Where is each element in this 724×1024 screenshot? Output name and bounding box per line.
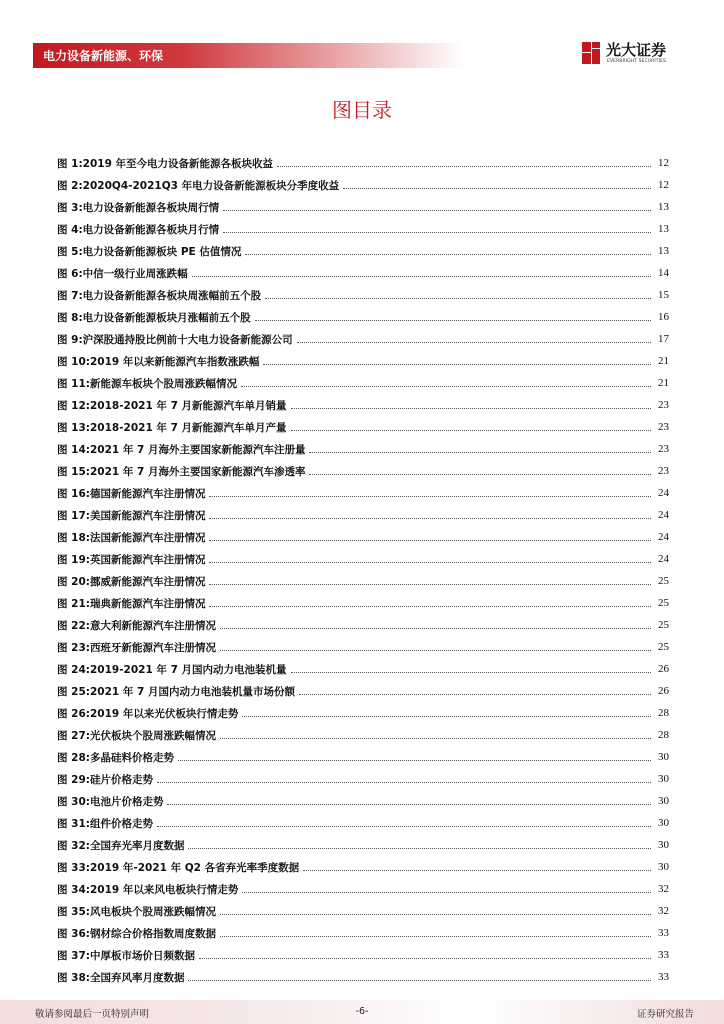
toc-entry[interactable] (57, 240, 669, 262)
header-band (33, 43, 463, 68)
toc-entry[interactable] (57, 834, 669, 856)
toc-entry-label: 图 15: (57, 465, 90, 478)
toc-entry[interactable] (57, 746, 669, 768)
toc-entry-page: 25 (658, 641, 669, 653)
toc-entry-title: 电力设备新能源各板块周涨幅前五个股 (82, 289, 262, 302)
toc-entry-title: 美国新能源汽车注册情况 (89, 509, 206, 522)
page-title: 图目录 (332, 98, 392, 122)
toc-entry-title: 德国新能源汽车注册情况 (89, 487, 206, 500)
toc-entry[interactable] (57, 812, 669, 834)
toc-entry-label: 图 16: (57, 487, 90, 500)
toc-entry-title: 电池片价格走势 (89, 795, 164, 808)
toc-entry-label: 图 6: (57, 267, 83, 280)
toc-entry[interactable] (57, 482, 669, 504)
toc-entry-label: 图 33: (57, 861, 90, 874)
toc-entry-label: 图 38: (57, 971, 90, 984)
toc-entry-label: 图 23: (57, 641, 90, 654)
toc-entry[interactable] (57, 768, 669, 790)
toc-entry-page: 13 (658, 201, 669, 213)
toc-entry-page: 23 (658, 421, 669, 433)
toc-dot-leader (343, 188, 651, 189)
toc-entry-page: 33 (658, 949, 669, 961)
logo-subtitle: EVERBRIGHT SECURITIES (607, 59, 666, 64)
toc-entry-page: 23 (658, 465, 669, 477)
footer-report-type: 证券研究报告 (636, 1009, 694, 1020)
toc-dot-leader (209, 540, 651, 541)
toc-entry-page: 30 (658, 795, 669, 807)
toc-dot-leader (309, 452, 651, 453)
toc-entry-page: 32 (658, 883, 669, 895)
toc-entry[interactable] (57, 856, 669, 878)
toc-dot-leader (299, 694, 651, 695)
toc-entry-title: 2020Q4-2021Q3 年电力设备新能源板块分季度收益 (82, 179, 340, 192)
toc-entry[interactable] (57, 394, 669, 416)
toc-entry-label: 图 30: (57, 795, 90, 808)
toc-entry-page: 32 (658, 905, 669, 917)
footer (0, 1000, 724, 1024)
toc-entry-title: 沪深股通持股比例前十大电力设备新能源公司 (82, 333, 293, 346)
toc-entry-label: 图 24: (57, 663, 90, 676)
toc-dot-leader (188, 980, 651, 981)
toc-entry[interactable] (57, 350, 669, 372)
toc-entry-title: 2019 年以来风电板块行情走势 (89, 883, 239, 896)
toc-entry[interactable] (57, 504, 669, 526)
toc-entry[interactable] (57, 966, 669, 988)
toc-entry-label: 图 27: (57, 729, 90, 742)
toc-entry-title: 英国新能源汽车注册情况 (89, 553, 206, 566)
toc-dot-leader (241, 386, 651, 387)
toc-entry-title: 2021 年 7 月国内动力电池装机量市场份额 (89, 685, 295, 698)
toc-entry-label: 图 22: (57, 619, 90, 632)
toc-entry[interactable] (57, 152, 669, 174)
toc-entry-page: 12 (658, 179, 669, 191)
toc-dot-leader (167, 804, 651, 805)
toc-entry-title: 2018-2021 年 7 月新能源汽车单月销量 (89, 399, 287, 412)
toc-entry-title: 2018-2021 年 7 月新能源汽车单月产量 (89, 421, 287, 434)
toc-dot-leader (223, 210, 651, 211)
toc-entry-page: 30 (658, 817, 669, 829)
toc-entry-label: 图 17: (57, 509, 90, 522)
toc-entry[interactable] (57, 878, 669, 900)
toc-entry-label: 图 37: (57, 949, 90, 962)
toc-entry-label: 图 5: (57, 245, 83, 258)
toc-entry-page: 25 (658, 619, 669, 631)
toc-entry-label: 图 7: (57, 289, 83, 302)
toc-entry[interactable] (57, 262, 669, 284)
toc-entry[interactable] (57, 614, 669, 636)
toc-entry-page: 23 (658, 399, 669, 411)
toc-dot-leader (220, 628, 651, 629)
toc-entry-label: 图 26: (57, 707, 90, 720)
toc-entry-title: 挪威新能源汽车注册情况 (89, 575, 206, 588)
toc-entry-title: 新能源车板块个股周涨跌幅情况 (89, 377, 237, 390)
toc-entry-label: 图 25: (57, 685, 90, 698)
toc-entry[interactable] (57, 416, 669, 438)
toc-entry[interactable] (57, 306, 669, 328)
toc-dot-leader (242, 716, 651, 717)
toc-entry[interactable] (57, 284, 669, 306)
toc-dot-leader (291, 672, 651, 673)
toc-dot-leader (265, 298, 651, 299)
toc-entry-page: 24 (658, 553, 669, 565)
toc-entry-label: 图 19: (57, 553, 90, 566)
toc-entry[interactable] (57, 702, 669, 724)
toc-dot-leader (220, 936, 651, 937)
toc-entry-title: 2021 年 7 月海外主要国家新能源汽车渗透率 (89, 465, 306, 478)
figure-table-of-contents (57, 152, 669, 988)
toc-entry-label: 图 21: (57, 597, 90, 610)
toc-entry-title: 钢材综合价格指数周度数据 (89, 927, 216, 940)
toc-entry[interactable] (57, 196, 669, 218)
toc-entry-page: 15 (658, 289, 669, 301)
company-logo (580, 38, 695, 70)
toc-entry[interactable] (57, 900, 669, 922)
toc-entry-title: 2019 年至今电力设备新能源各板块收益 (82, 157, 274, 170)
toc-entry-title: 2021 年 7 月海外主要国家新能源汽车注册量 (89, 443, 306, 456)
toc-entry-page: 26 (658, 685, 669, 697)
toc-entry-page: 30 (658, 839, 669, 851)
toc-entry-page: 28 (658, 707, 669, 719)
toc-entry-title: 瑞典新能源汽车注册情况 (89, 597, 206, 610)
toc-entry-label: 图 10: (57, 355, 90, 368)
toc-dot-leader (209, 496, 651, 497)
toc-dot-leader (303, 870, 651, 871)
toc-entry-title: 2019 年以来新能源汽车指数涨跌幅 (89, 355, 260, 368)
toc-entry-label: 图 32: (57, 839, 90, 852)
toc-entry-title: 中信一级行业周涨跌幅 (82, 267, 188, 280)
toc-entry-title: 中厚板市场价日频数据 (89, 949, 195, 962)
toc-entry-title: 全国弃光率月度数据 (89, 839, 185, 852)
toc-dot-leader (209, 562, 651, 563)
toc-entry[interactable] (57, 724, 669, 746)
toc-entry-label: 图 28: (57, 751, 90, 764)
toc-entry-title: 西班牙新能源汽车注册情况 (89, 641, 216, 654)
toc-entry[interactable] (57, 570, 669, 592)
toc-entry-page: 25 (658, 597, 669, 609)
toc-dot-leader (209, 518, 651, 519)
toc-entry[interactable] (57, 460, 669, 482)
toc-entry-page: 17 (658, 333, 669, 345)
toc-entry-label: 图 12: (57, 399, 90, 412)
toc-entry-label: 图 36: (57, 927, 90, 940)
toc-dot-leader (291, 430, 651, 431)
toc-entry-page: 13 (658, 223, 669, 235)
toc-entry-page: 14 (658, 267, 669, 279)
toc-entry-label: 图 34: (57, 883, 90, 896)
toc-entry-page: 12 (658, 157, 669, 169)
toc-entry[interactable] (57, 790, 669, 812)
toc-dot-leader (223, 232, 651, 233)
toc-entry[interactable] (57, 328, 669, 350)
logo-name: 光大证券 (606, 41, 667, 59)
toc-entry[interactable] (57, 658, 669, 680)
toc-entry-title: 组件价格走势 (89, 817, 153, 830)
toc-entry-label: 图 20: (57, 575, 90, 588)
toc-dot-leader (209, 584, 651, 585)
toc-entry[interactable] (57, 548, 669, 570)
toc-entry-label: 图 9: (57, 333, 83, 346)
toc-dot-leader (309, 474, 651, 475)
toc-entry[interactable] (57, 526, 669, 548)
toc-entry-page: 21 (658, 377, 669, 389)
toc-entry-title: 硅片价格走势 (89, 773, 153, 786)
toc-entry-page: 33 (658, 971, 669, 983)
toc-entry-title: 意大利新能源汽车注册情况 (89, 619, 216, 632)
toc-entry-label: 图 31: (57, 817, 90, 830)
toc-entry-title: 2019 年-2021 年 Q2 各省弃光率季度数据 (89, 861, 300, 874)
toc-entry-page: 16 (658, 311, 669, 323)
toc-entry-page: 30 (658, 751, 669, 763)
toc-dot-leader (199, 958, 651, 959)
toc-entry-page: 26 (658, 663, 669, 675)
toc-entry[interactable] (57, 922, 669, 944)
toc-entry-page: 33 (658, 927, 669, 939)
toc-dot-leader (297, 342, 651, 343)
toc-entry-page: 24 (658, 487, 669, 499)
toc-entry-page: 24 (658, 531, 669, 543)
toc-entry-title: 2019-2021 年 7 月国内动力电池装机量 (89, 663, 287, 676)
toc-entry[interactable] (57, 592, 669, 614)
toc-entry-label: 图 18: (57, 531, 90, 544)
toc-entry-page: 23 (658, 443, 669, 455)
toc-dot-leader (157, 782, 651, 783)
toc-dot-leader (277, 166, 651, 167)
toc-entry-label: 图 2: (57, 179, 83, 192)
toc-entry-title: 风电板块个股周涨跌幅情况 (89, 905, 216, 918)
toc-entry[interactable] (57, 174, 669, 196)
toc-entry[interactable] (57, 944, 669, 966)
footer-page-number: -6- (355, 1006, 369, 1017)
toc-entry[interactable] (57, 372, 669, 394)
toc-dot-leader (220, 738, 651, 739)
toc-dot-leader (188, 848, 651, 849)
toc-entry-page: 25 (658, 575, 669, 587)
toc-entry-title: 法国新能源汽车注册情况 (89, 531, 206, 544)
toc-entry-label: 图 1: (57, 157, 83, 170)
toc-entry-page: 28 (658, 729, 669, 741)
toc-dot-leader (291, 408, 651, 409)
toc-entry-page: 13 (658, 245, 669, 257)
toc-entry[interactable] (57, 636, 669, 658)
toc-entry-label: 图 35: (57, 905, 90, 918)
toc-entry-page: 21 (658, 355, 669, 367)
toc-dot-leader (255, 320, 651, 321)
toc-dot-leader (263, 364, 651, 365)
toc-entry-label: 图 11: (57, 377, 90, 390)
toc-dot-leader (245, 254, 651, 255)
toc-entry[interactable] (57, 438, 669, 460)
toc-entry-label: 图 14: (57, 443, 90, 456)
toc-entry-title: 电力设备新能源板块 PE 估值情况 (82, 245, 242, 258)
toc-entry[interactable] (57, 218, 669, 240)
toc-dot-leader (178, 760, 651, 761)
section-label: 电力设备新能源、环保 (43, 49, 164, 63)
toc-entry-label: 图 3: (57, 201, 83, 214)
toc-entry-label: 图 29: (57, 773, 90, 786)
toc-entry-page: 30 (658, 773, 669, 785)
toc-entry-title: 电力设备新能源各板块周行情 (82, 201, 220, 214)
toc-entry-page: 24 (658, 509, 669, 521)
toc-entry-title: 电力设备新能源各板块月行情 (82, 223, 220, 236)
toc-entry-title: 2019 年以来光伏板块行情走势 (89, 707, 239, 720)
toc-entry-label: 图 13: (57, 421, 90, 434)
toc-entry[interactable] (57, 680, 669, 702)
toc-entry-title: 全国弃风率月度数据 (89, 971, 185, 984)
toc-entry-page: 30 (658, 861, 669, 873)
toc-entry-title: 光伏板块个股周涨跌幅情况 (89, 729, 216, 742)
toc-entry-title: 电力设备新能源板块月涨幅前五个股 (82, 311, 251, 324)
toc-dot-leader (220, 914, 651, 915)
toc-entry-title: 多晶硅料价格走势 (89, 751, 174, 764)
toc-entry-label: 图 8: (57, 311, 83, 324)
footer-disclaimer: 敬请参阅最后一页特别声明 (35, 1009, 150, 1020)
toc-dot-leader (242, 892, 651, 893)
logo-mark-icon (580, 40, 602, 66)
toc-entry-label: 图 4: (57, 223, 83, 236)
toc-dot-leader (209, 606, 651, 607)
toc-dot-leader (157, 826, 651, 827)
toc-dot-leader (192, 276, 651, 277)
toc-dot-leader (220, 650, 651, 651)
